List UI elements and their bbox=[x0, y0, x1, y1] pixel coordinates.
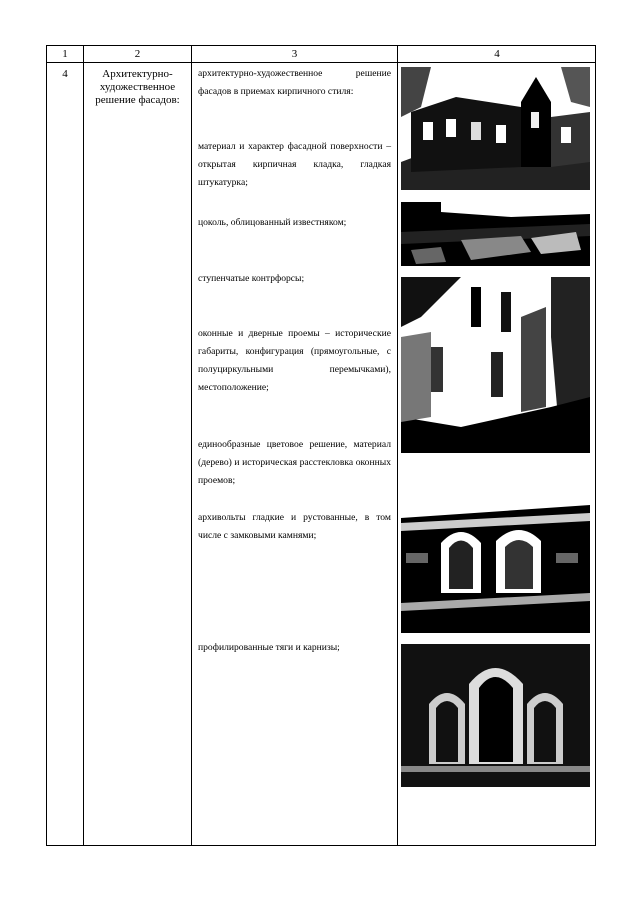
item-openings: оконные и дверные проемы – исторические габариты, конфигурация (прямоугольные, с полуциркульными перемычками), местоположение; bbox=[198, 328, 391, 393]
item-window-glazing: единообразные цветовое решение, материал (дерево) и историческая расстекловка оконных проемов; bbox=[198, 439, 391, 486]
header-cell-3: 3 bbox=[291, 48, 298, 60]
photo-plinth bbox=[401, 202, 590, 266]
photo-arched-window-cornice bbox=[401, 644, 590, 787]
header-cell-4: 4 bbox=[494, 48, 500, 60]
item-facade-material: материал и характер фасадной поверхности – открытая кирпичная кладка, гладкая штукатурка; bbox=[198, 141, 391, 188]
table bbox=[46, 45, 596, 846]
header-cell-2: 2 bbox=[134, 48, 141, 60]
column-divider bbox=[191, 46, 192, 845]
item-archivolts: архивольты гладкие и рустованные, в том числе с замковыми камнями; bbox=[198, 512, 391, 541]
item-cornices: профилированные тяги и карнизы; bbox=[198, 642, 340, 653]
photo-archivolt-windows bbox=[401, 493, 590, 633]
item-buttresses: ступенчатые контрфорсы; bbox=[198, 273, 305, 284]
item-plinth: цоколь, облицованный известняком; bbox=[198, 217, 347, 228]
photo-building-corner bbox=[401, 67, 590, 190]
element-name: Архитектурно-художественное решение фасадов: bbox=[95, 68, 180, 106]
item-facade-style: архитектурно-художественное решение фасадов в приемах кирпичного стиля: bbox=[198, 68, 391, 97]
header-row-divider bbox=[47, 62, 595, 63]
column-divider bbox=[397, 46, 398, 845]
row-number: 4 bbox=[62, 68, 68, 80]
photo-facade-buttresses bbox=[401, 277, 590, 453]
column-divider bbox=[83, 46, 84, 845]
header-cell-1: 1 bbox=[62, 48, 68, 60]
